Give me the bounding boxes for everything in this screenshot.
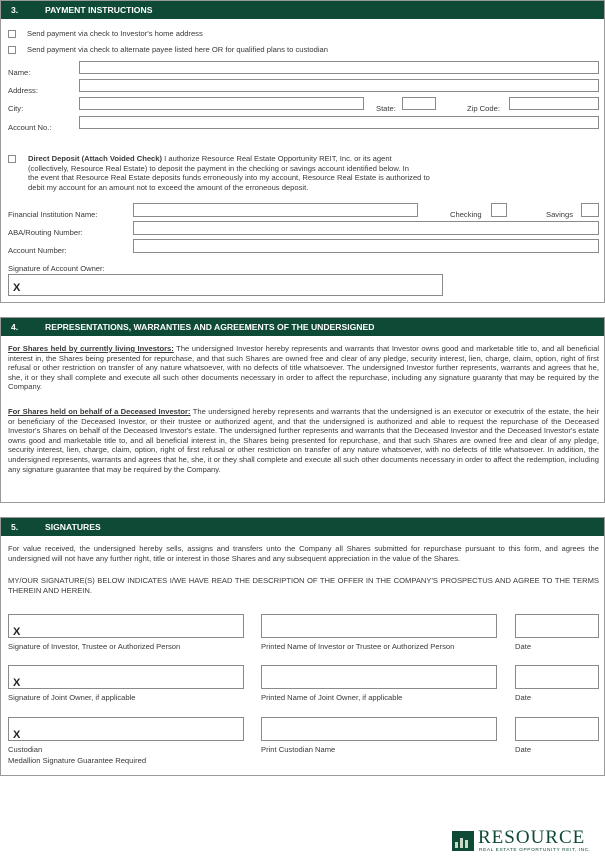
joint-owner-date-label: Date xyxy=(515,693,532,702)
signature-x-mark: X xyxy=(13,282,21,294)
custodian-printed-name-field[interactable] xyxy=(261,717,497,741)
medallion-guarantee-note: Medallion Signature Guarantee Required xyxy=(8,756,147,765)
signatures-section xyxy=(0,517,605,776)
name-field[interactable] xyxy=(79,61,599,74)
transfer-paragraph: For value received, the undersigned hereby sells, assigns and transfers unto the Company all Shares submitted for repurchase pursuant to this form, and agrees the undersigned will not have any further right, title or interest in those Shares and any subsequent appreciation in the value of the Shares. xyxy=(8,544,599,563)
signature-x-mark: X xyxy=(13,677,21,689)
payment-instructions-section xyxy=(0,0,605,303)
institution-label: Financial Institution Name: xyxy=(8,210,98,219)
deceased-investor-paragraph xyxy=(8,407,599,474)
logo-subtitle: REAL ESTATE OPPORTUNITY REIT, INC. xyxy=(479,848,591,853)
logo-building-icon xyxy=(452,831,474,851)
living-investors-paragraph xyxy=(8,344,599,392)
direct-deposit-line4: debit my account for an amount not to exceed the amount of the erroneous deposit. xyxy=(28,182,309,192)
account-number-label: Account Number: xyxy=(8,246,67,255)
address-label: Address: xyxy=(8,86,38,95)
custodian-printed-name-label: Print Custodian Name xyxy=(261,745,336,754)
direct-deposit-line1: I authorize Resource Real Estate Opportunity REIT, Inc. or its agent xyxy=(162,154,392,163)
direct-deposit-heading: Direct Deposit (Attach Voided Check) xyxy=(28,154,163,163)
home-address-option-label: Send payment via check to Investor's home address xyxy=(27,29,203,38)
deceased-investor-heading: For Shares held on behalf of a Deceased Investor: xyxy=(8,407,191,416)
section-number: 5. xyxy=(11,522,19,532)
direct-deposit-text xyxy=(28,154,430,192)
section-title: PAYMENT INSTRUCTIONS xyxy=(45,5,153,15)
custodian-signature-label: Custodian xyxy=(8,745,43,754)
account-number-field[interactable] xyxy=(133,239,599,253)
direct-deposit-line3: the event that Resource Real Estate deposits funds erroneously into my account, Resource Real Estate is authorized to xyxy=(28,173,430,183)
joint-owner-date-field[interactable] xyxy=(515,665,599,689)
name-label: Name: xyxy=(8,68,31,77)
section-number: 4. xyxy=(11,322,19,332)
section-header xyxy=(1,318,604,336)
living-investors-body: The undersigned Investor hereby represents and warrants that Investor owns good and marketable title to, and all beneficial interest in, the Shares being presented for repurchase, and that such Shares are owned free and clear of any pledge, security interest, lien, charge, claim, option, right of first refusal or other restriction on transfer of any nature whatsoever, with no defects of title whatsoever. The undersigned Investor further represents, warrants and agrees that he, she, it or they shall complete and execute all such other documents necessary in order to affect the repurchase, including any signature guaranty that may be required by the Company. xyxy=(8,344,600,392)
savings-label: Savings xyxy=(546,210,574,219)
alternate-payee-checkbox[interactable] xyxy=(8,46,16,54)
state-field[interactable] xyxy=(402,97,436,110)
resource-logo xyxy=(452,829,597,855)
city-field[interactable] xyxy=(79,97,364,110)
acknowledgement-paragraph: MY/OUR SIGNATURE(S) BELOW INDICATES I/WE HAVE READ THE DESCRIPTION OF THE OFFER IN THE COMPANY'S PROSPECTUS AND AGREE TO THE TERMS THEREIN AND HEREIN. xyxy=(8,576,599,595)
custodian-signature-field[interactable] xyxy=(8,717,244,741)
investor-date-label: Date xyxy=(515,642,532,651)
investor-signature-field[interactable] xyxy=(8,614,244,638)
account-owner-signature-label: Signature of Account Owner: xyxy=(8,264,105,273)
state-label: State: xyxy=(376,104,396,113)
institution-field[interactable] xyxy=(133,203,418,217)
direct-deposit-checkbox[interactable] xyxy=(8,155,16,163)
section-header xyxy=(1,1,604,19)
signature-x-mark: X xyxy=(13,626,21,638)
living-investors-heading: For Shares held by currently living Investors: xyxy=(8,344,174,353)
savings-box[interactable] xyxy=(581,203,599,217)
zip-field[interactable] xyxy=(509,97,599,110)
joint-owner-printed-name-label: Printed Name of Joint Owner, if applicable xyxy=(261,693,403,702)
custodian-date-label: Date xyxy=(515,745,532,754)
investor-date-field[interactable] xyxy=(515,614,599,638)
routing-label: ABA/Routing Number: xyxy=(8,228,83,237)
routing-field[interactable] xyxy=(133,221,599,235)
section-header xyxy=(1,518,604,536)
custodian-date-field[interactable] xyxy=(515,717,599,741)
deceased-investor-body: The undersigned hereby represents and warrants that the undersigned is an executor or executrix of the estate, the heir or beneficiary of the Deceased Investor, or their trustee or authorized agent, and that the undersigned is authorized and able to request the repurchase of the Deceased Investor's Shares on behalf of the Deceased Investor's estate. The undersigned further represents and warrants that the Deceased Investor and the Deceased Investor's estate owns good and marketable title to, and all beneficial interest in, the Shares being presented for repurchase, and that such Shares are owned free and clear of any pledge, security interest, lien, charge, claim, option, right of first refusal or other restriction on transfer of any nature whatsoever, with no defects of title whatsoever. In addition, the undersigned represents, warrants and agrees that he, she, it or they shall complete and execute all such other documents necessary in order to affect the redemption, including any signature guarantee that may be required by the Company. xyxy=(8,407,599,474)
investor-printed-name-field[interactable] xyxy=(261,614,497,638)
representations-section xyxy=(0,317,605,503)
checking-label: Checking xyxy=(450,210,482,219)
alternate-payee-option-label: Send payment via check to alternate payee listed here OR for qualified plans to custodian xyxy=(27,45,328,54)
direct-deposit-line2: (collectively, Resource Real Estate) to deposit the payment in the checking or savings account identified below. In xyxy=(28,163,410,173)
address-field[interactable] xyxy=(79,79,599,92)
account-no-label: Account No.: xyxy=(8,123,52,132)
section-title: REPRESENTATIONS, WARRANTIES AND AGREEMENTS OF THE UNDERSIGNED xyxy=(45,322,375,332)
signature-x-mark: X xyxy=(13,729,21,741)
joint-owner-signature-field[interactable] xyxy=(8,665,244,689)
investor-printed-name-label: Printed Name of Investor or Trustee or Authorized Person xyxy=(261,642,455,651)
section-number: 3. xyxy=(11,5,19,15)
zip-label: Zip Code: xyxy=(467,104,500,113)
account-owner-signature-field[interactable] xyxy=(8,274,443,296)
logo-wordmark: RESOURCE xyxy=(478,827,586,848)
joint-owner-printed-name-field[interactable] xyxy=(261,665,497,689)
checking-box[interactable] xyxy=(491,203,507,217)
joint-owner-signature-label: Signature of Joint Owner, if applicable xyxy=(8,693,136,702)
investor-signature-label: Signature of Investor, Trustee or Authorized Person xyxy=(8,642,181,651)
section-title: SIGNATURES xyxy=(45,522,101,532)
account-no-field[interactable] xyxy=(79,116,599,129)
home-address-checkbox[interactable] xyxy=(8,30,16,38)
city-label: City: xyxy=(8,104,24,113)
